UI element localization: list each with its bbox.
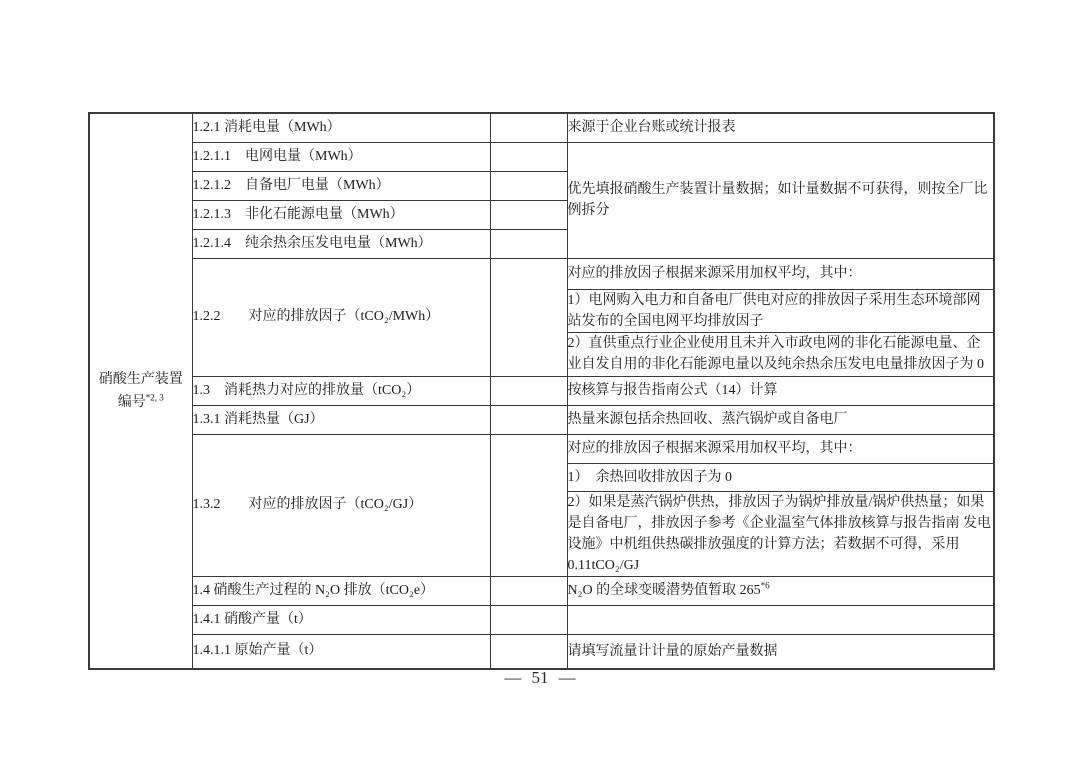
value-cell-1-2-1-2 [490, 171, 567, 200]
note-1-2-1: 来源于企业台账或统计报表 [567, 113, 994, 142]
label-1-2-1-3: 1.2.1.3 非化石能源电量（MWh） [192, 200, 490, 229]
value-cell-1-2-2 [490, 258, 567, 376]
value-cell-1-3 [490, 376, 567, 405]
note-1-2-1-sub: 优先填报硝酸生产装置计量数据；如计量数据不可获得，则按全厂比例拆分 [567, 142, 994, 258]
page-number [0, 668, 1080, 688]
note-1-3-2-intro: 对应的排放因子根据来源采用加权平均，其中： [567, 434, 994, 463]
value-cell-1-4-1-1 [490, 634, 567, 669]
label-1-4: 1.4 硝酸生产过程的 N₂O 排放（tCO₂e） [192, 576, 490, 605]
note-1-4-1-empty [567, 605, 994, 634]
label-1-2-2: 1.2.2 对应的排放因子（tCO₂/MWh） [192, 258, 490, 376]
note-1-2-2-intro: 对应的排放因子根据来源采用加权平均，其中： [567, 258, 994, 289]
page-number-value: 51 [531, 668, 549, 687]
note-1-4: N₂O 的全球变暖潜势值暂取 265$^{*6}$ [567, 576, 994, 605]
value-cell-1-2-1-3 [490, 200, 567, 229]
note-1-3-2-item2: 2）如果是蒸汽锅炉供热，排放因子为锅炉排放量/锅炉供热量；如果是自备电厂，排放因子参考《企业温室气体排放核算与报告指南 发电设施》中机组供热碳排放强度的计算方法；若数据不可得，采用 0.11tCO₂/GJ [567, 491, 994, 576]
emissions-data-table [88, 112, 995, 670]
label-1-2-1-1: 1.2.1.1 电网电量（MWh） [192, 142, 490, 171]
page-number-dash-left: — [504, 668, 522, 687]
note-1-3: 按核算与报告指南公式（14）计算 [567, 376, 994, 405]
value-cell-1-2-1 [490, 113, 567, 142]
label-1-4-1-1: 1.4.1.1 原始产量（t） [192, 634, 490, 669]
value-cell-1-3-1 [490, 405, 567, 434]
device-id-cell [89, 113, 192, 669]
note-1-4-1-1: 请填写流量计计量的原始产量数据 [567, 634, 994, 669]
footnote-marker: *2, 3 [145, 392, 164, 403]
note-1-2-2-item2: 2）直供重点行业企业使用且未并入市政电网的非化石能源电量、企业自发自用的非化石能源电量以及纯余热余压发电电量排放因子为 0 [567, 332, 994, 376]
footnote-marker: *6 [760, 580, 770, 591]
value-cell-1-2-1-4 [490, 229, 567, 258]
label-1-3-1: 1.3.1 消耗热量（GJ） [192, 405, 490, 434]
value-cell-1-4-1 [490, 605, 567, 634]
label-1-2-1-4: 1.2.1.4 纯余热余压发电电量（MWh） [192, 229, 490, 258]
label-1-3: 1.3 消耗热力对应的排放量（tCO₂） [192, 376, 490, 405]
label-1-2-1: 1.2.1 消耗电量（MWh） [192, 113, 490, 142]
label-1-4-1: 1.4.1 硝酸产量（t） [192, 605, 490, 634]
device-number-line: 编号$^{*2, 3}$ [117, 392, 164, 410]
note-1-3-1: 热量来源包括余热回收、蒸汽锅炉或自备电厂 [567, 405, 994, 434]
note-1-3-2-item1: 1） 余热回收排放因子为 0 [567, 463, 994, 491]
label-1-2-1-2: 1.2.1.2 自备电厂电量（MWh） [192, 171, 490, 200]
page-number-dash-right: — [558, 668, 576, 687]
value-cell-1-3-2 [490, 434, 567, 576]
value-cell-1-2-1-1 [490, 142, 567, 171]
value-cell-1-4 [490, 576, 567, 605]
note-1-2-2-item1: 1）电网购入电力和自备电厂供电对应的排放因子采用生态环境部网站发布的全国电网平均排放因子 [567, 289, 994, 332]
label-1-3-2: 1.3.2 对应的排放因子（tCO₂/GJ） [192, 434, 490, 576]
device-name-line: 硝酸生产装置 [98, 372, 183, 387]
